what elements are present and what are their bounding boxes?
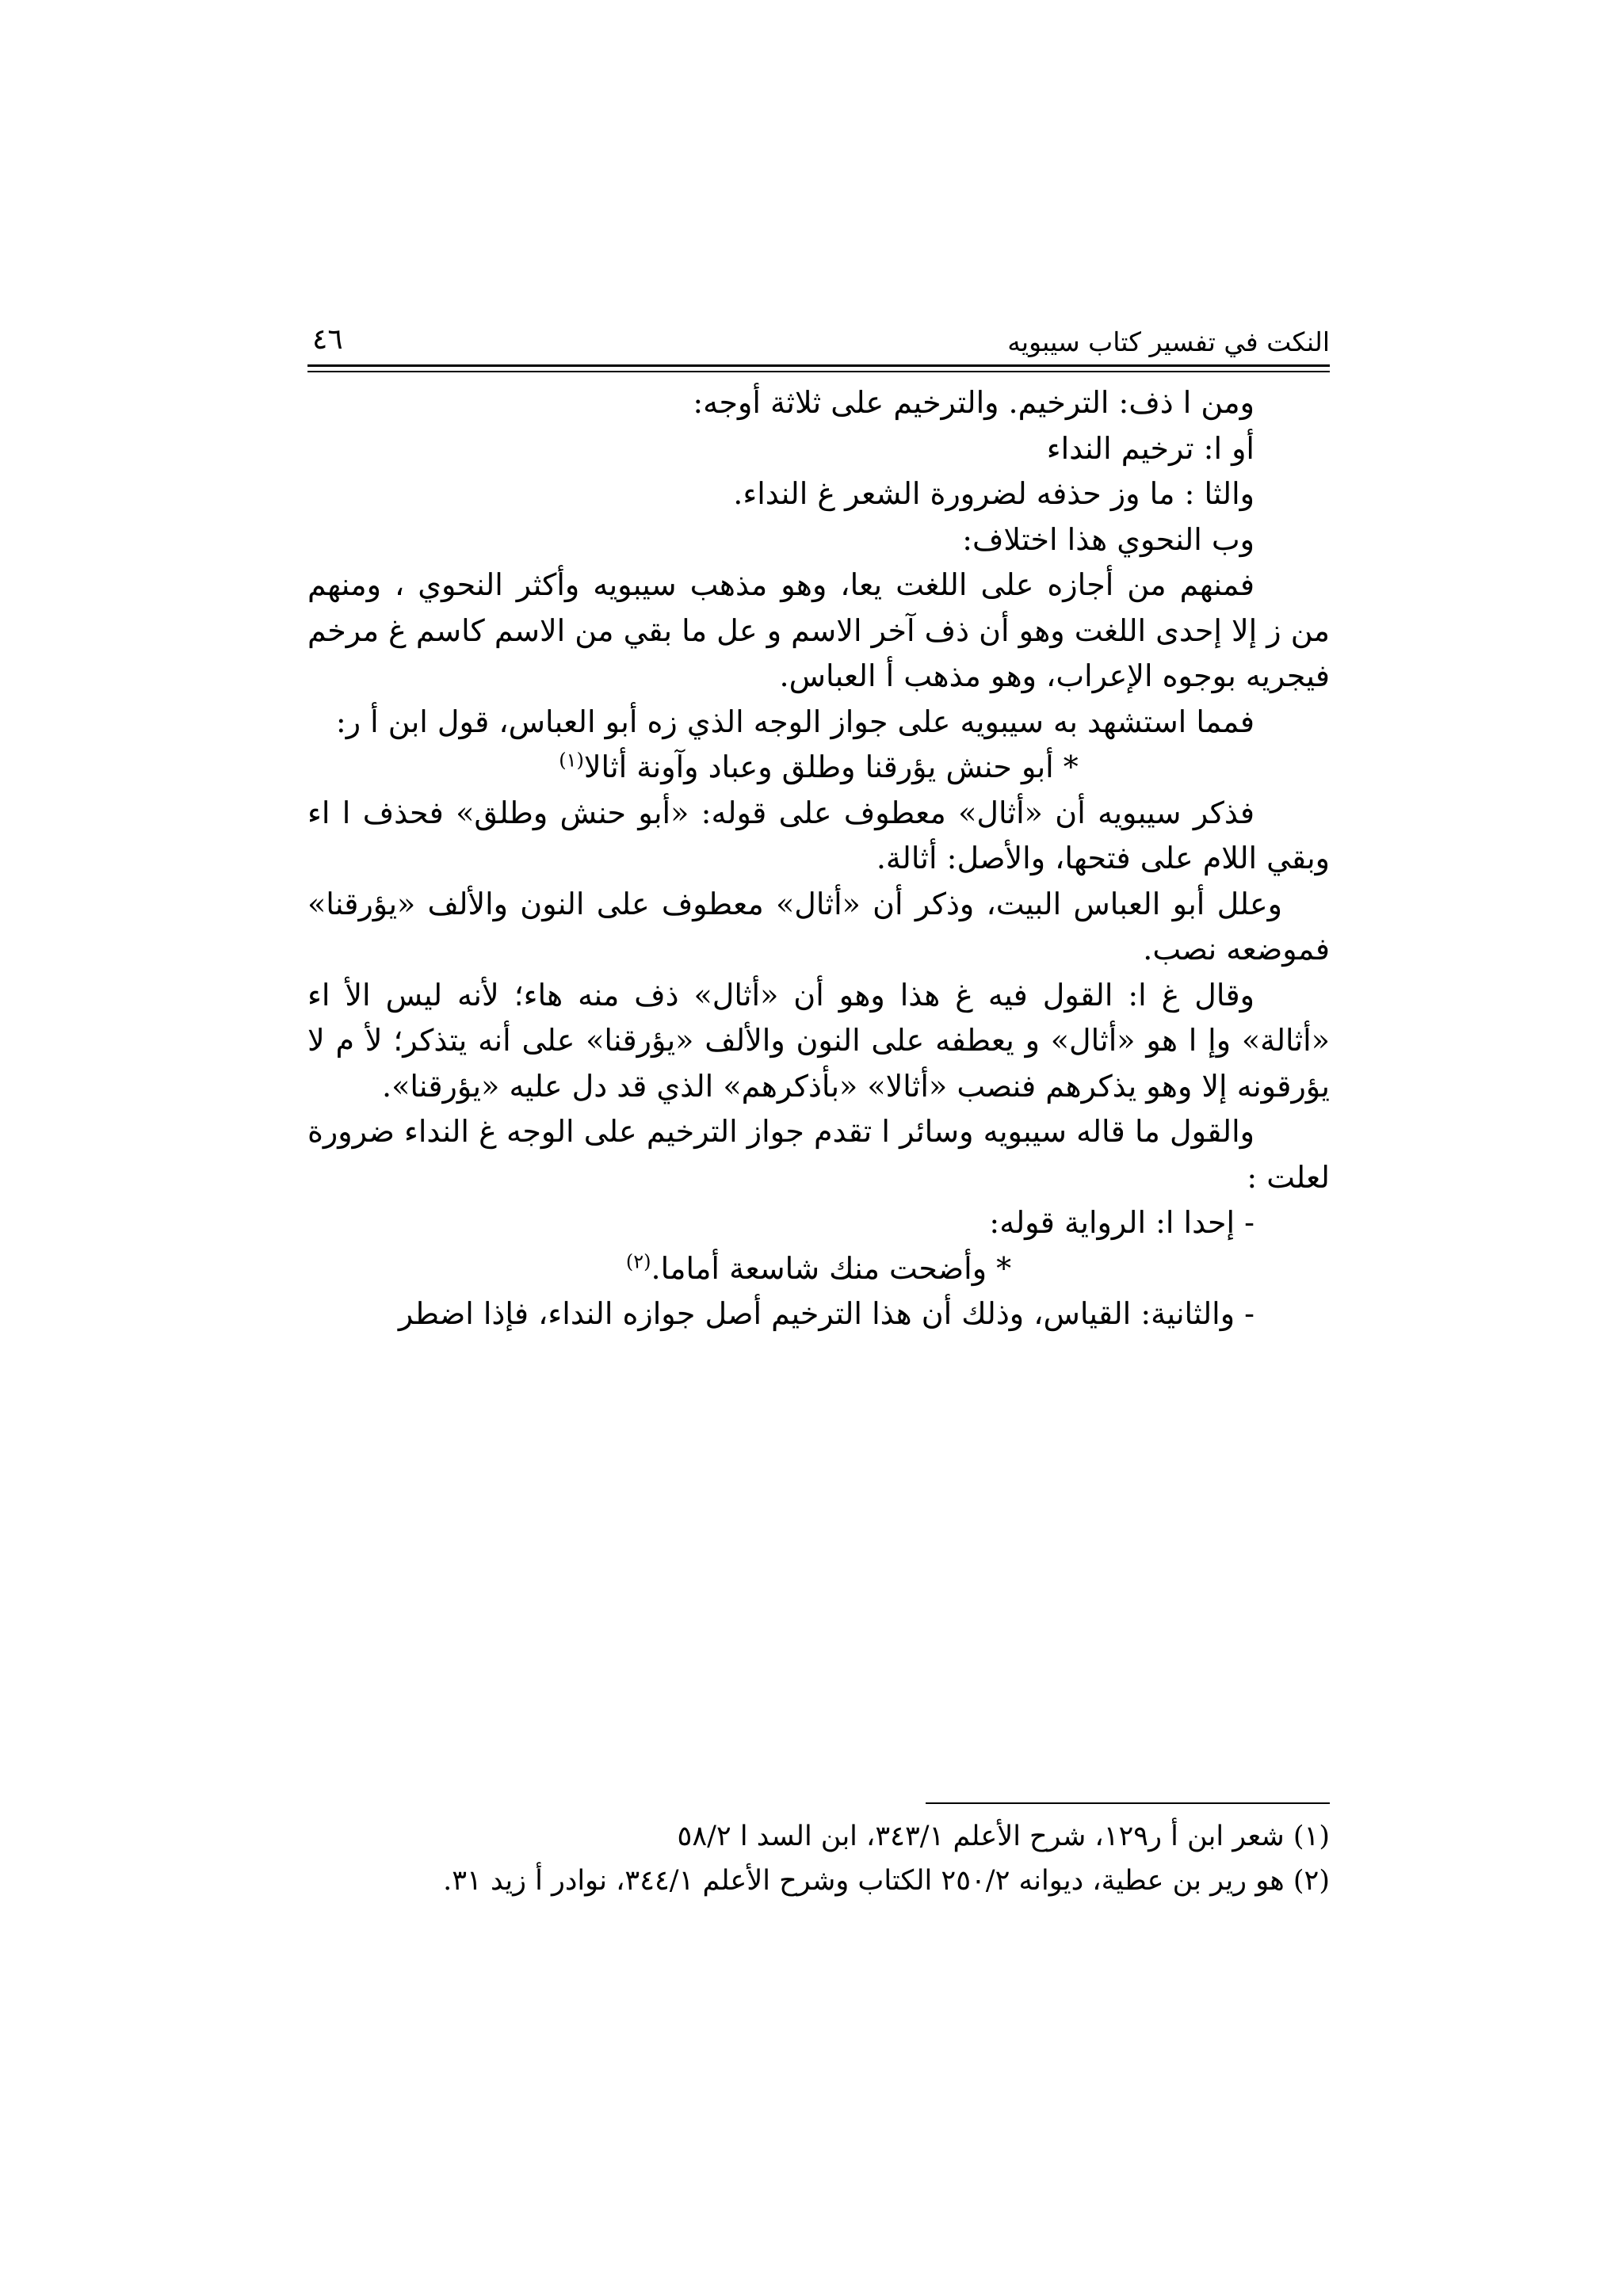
verse-line (307, 1246, 1330, 1292)
header-rule (307, 364, 1330, 367)
running-header (307, 317, 1330, 369)
footnote-rule (926, 1802, 1330, 1804)
paragraph: فذكر سيبويه أن «أثال» معطوف على قوله: «أبو حنش وطلق» فحذف ا اء وبقي اللام على فتحها، والأصل: أثالة. (307, 795, 1330, 875)
footnote: (١) شعر ابن أ ر١٢٩، شرح الأعلم ٣٤٣/١، ابن السد ا ٥٨/٢ (677, 1821, 1330, 1852)
verse-line (307, 745, 1330, 791)
header-rule-thin (307, 371, 1330, 372)
text-line: - إحدا ا: الرواية قوله: (989, 1205, 1254, 1240)
footnotes (307, 1814, 1330, 1903)
page-number: ٤٦ (312, 323, 343, 356)
text-line: والثا : ما وز حذفه لضرورة الشعر غ النداء. (733, 476, 1254, 511)
paragraph: والقول ما قاله سيبويه وسائر ا تقدم جواز الترخيم على الوجه غ النداء ضرورة لعلت : (307, 1114, 1330, 1195)
header-title: النكت في تفسير كتاب سيبويه (1007, 326, 1330, 357)
text-line: - والثانية: القياس، وذلك أن هذا الترخيم أصل جوازه النداء، فإذا اضطر (398, 1296, 1254, 1331)
verse-text: * وأضحت منك شاسعة أماما. (651, 1250, 1012, 1286)
main-text (307, 380, 1330, 1337)
paragraph: فمما استشهد به سيبويه على جواز الوجه الذي زه أبو العباس، قول ابن أ ر: (335, 704, 1254, 739)
footnote-ref: (٢) (625, 1249, 651, 1272)
text-line: أو ا: ترخيم النداء (1046, 430, 1254, 466)
footnote-ref: (١) (559, 749, 584, 772)
text-line: ومن ا ذف: الترخيم. والترخيم على ثلاثة أوجه: (693, 385, 1254, 420)
footnote: (٢) هو رير بن عطية، ديوانه ٢٥٠/٢ الكتاب وشرح الأعلم ٣٤٤/١، نوادر أ زيد ٣١. (443, 1865, 1330, 1897)
document-page (307, 317, 1330, 1897)
text-line: وب النحوي هذا اختلاف: (962, 521, 1254, 557)
paragraph: فمنهم من أجازه على اللغت يعا، وهو مذهب سيبويه وأكثر النحوي ، ومنهم من ز إلا إحدى اللغت وهو أن ذف آخر الاسم و عل ما بقي من الاسم كاسم غ مرخم فيجريه بوجوه الإعراب، وهو مذهب أ العباس. (307, 567, 1330, 693)
verse-text: * أبو حنش يؤرقنا وطلق وعباد وآونة أثالا (583, 749, 1079, 784)
paragraph: وقال غ ا: القول فيه غ هذا وهو أن «أثال» ذف منه هاء؛ لأنه ليس الأ اء «أثالة» وإ ا هو «أثال» و يعطفه على النون والألف «يؤرقنا» على أنه يتذكر؛ لأ م لا يؤرقونه إلا وهو يذكرهم فنصب «أثالا» «بأذكرهم» الذي قد دل عليه «يؤرقنا». (307, 977, 1330, 1104)
paragraph: وعلل أبو العباس البيت، وذكر أن «أثال» معطوف على النون والألف «يؤرقنا» فموضعه نصب. (307, 886, 1330, 967)
